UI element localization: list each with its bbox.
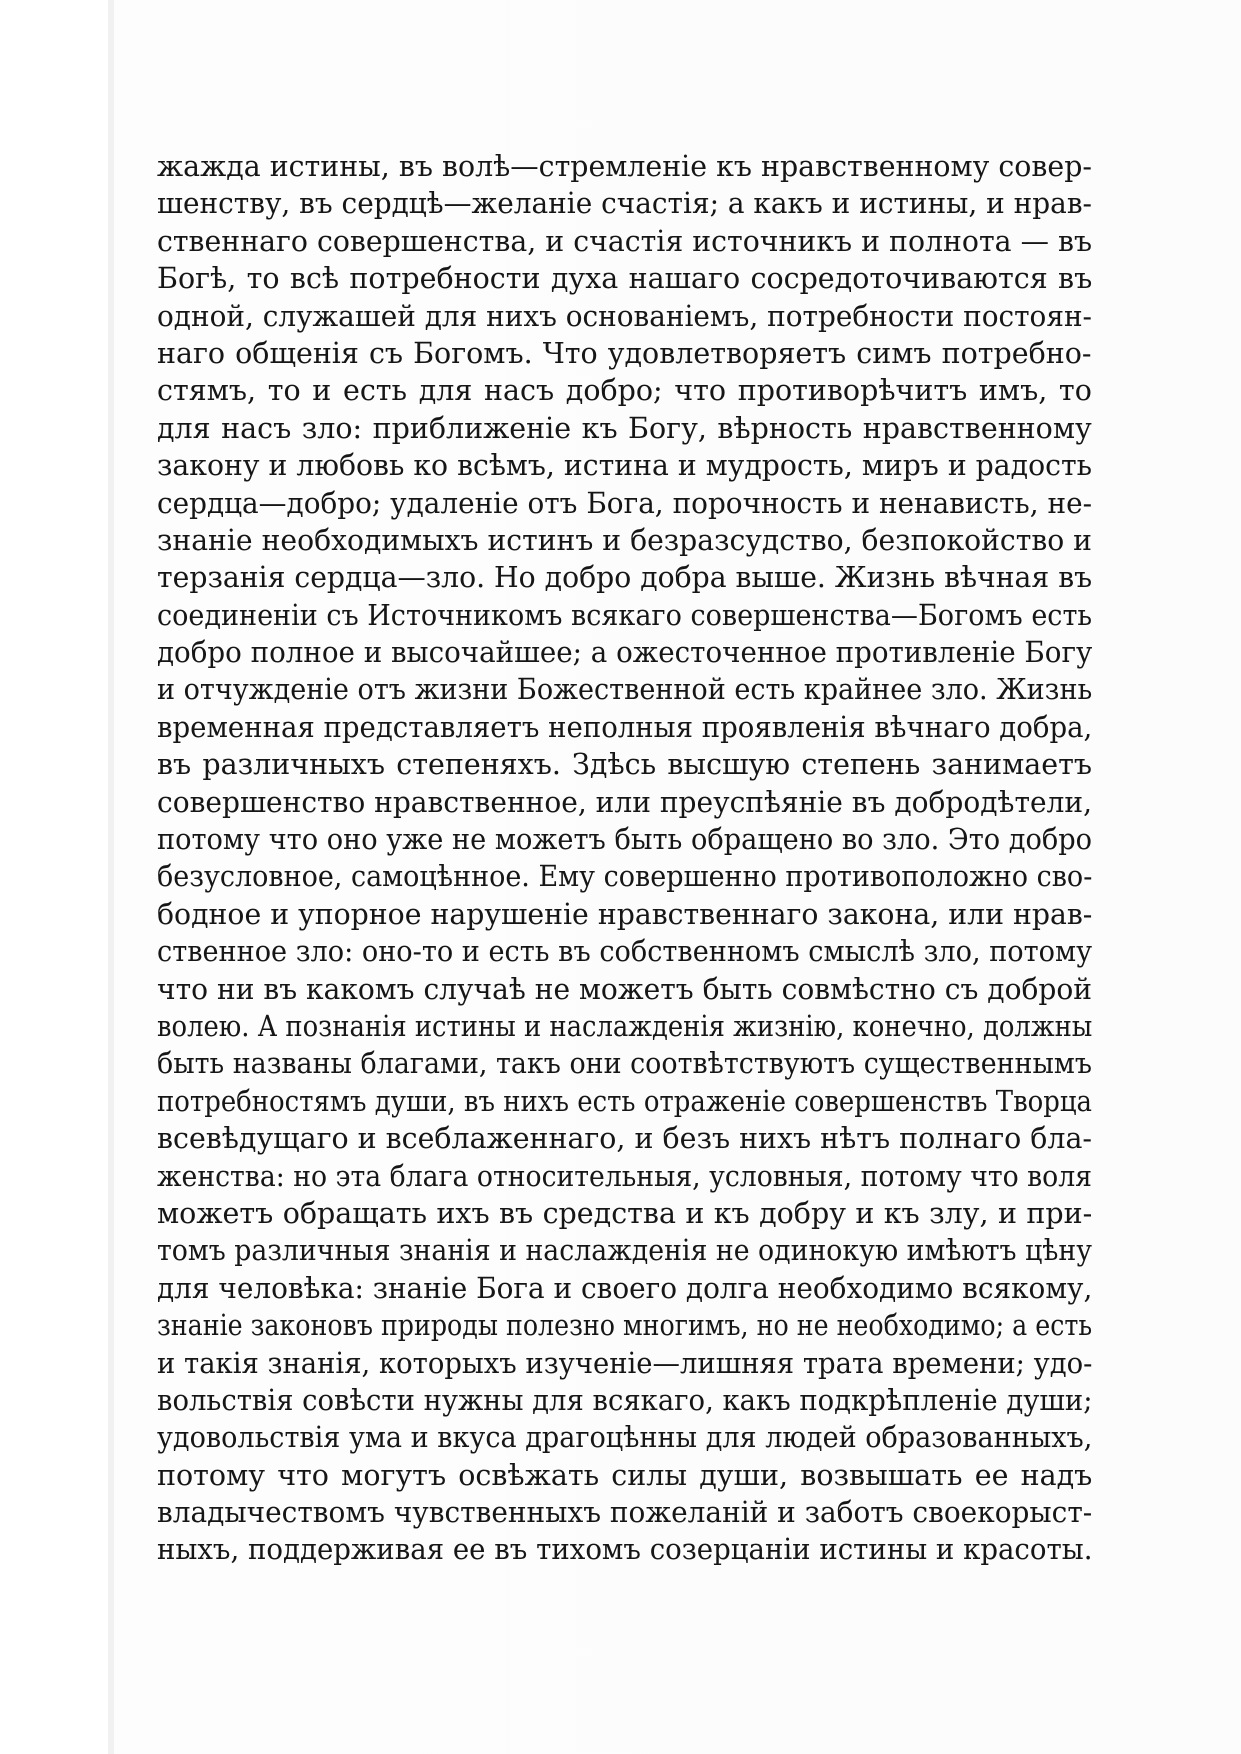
text-line: удовольствія ума и вкуса драгоцѣнны для людей образованныхъ, (157, 1421, 1093, 1455)
text-line: для насъ зло: приближеніе къ Богу, вѣрность нравственному (157, 411, 1092, 445)
text-line: знаніе необходимыхъ истинъ и безразсудство, безпокойство и (157, 523, 1092, 557)
text-line: и такія знанія, которыхъ изученіе—лишняя трата времени; удо- (157, 1346, 1093, 1380)
text-line: владычествомъ чувственныхъ пожеланій и заботъ своекорыст- (157, 1496, 1093, 1530)
text-line: добро полное и высочайшее; а ожесточенное противленіе Богу (157, 636, 1093, 670)
text-line: что ни въ какомъ случаѣ не можетъ быть совмѣстно съ доброй (157, 972, 1092, 1006)
text-line: въ различныхъ степеняхъ. Здѣсь высшую степень занимаетъ (157, 748, 1092, 782)
text-line: для человѣка: знаніе Бога и своего долга необходимо всякому, (157, 1271, 1093, 1305)
text-line: ственнаго совершенства, и счастія источникъ и полнота — въ (157, 224, 1092, 258)
text-line: волею. А познанія истины и наслажденія жизнію, конечно, должны (157, 1009, 1093, 1043)
body-text (157, 148, 1092, 1569)
text-line: Богѣ, то всѣ потребности духа нашаго сосредоточиваются въ (157, 262, 1093, 296)
scan-margin-shadow (108, 0, 114, 1754)
text-line: ственное зло: оно-то и есть въ собственномъ смыслѣ зло, потому (157, 935, 1093, 969)
text-line: одной, служашей для нихъ основаніемъ, потребности постоян- (157, 299, 1092, 333)
text-line: терзанія сердца—зло. Но добро добра выше. Жизнь вѣчная въ (157, 561, 1093, 595)
text-line: стямъ, то и есть для насъ добро; что противорѣчитъ имъ, то (157, 374, 1092, 408)
text-line: наго общенія съ Богомъ. Что удовлетворяетъ симъ потребно- (157, 336, 1092, 370)
text-line: сердца—добро; удаленіе отъ Бога, порочность и ненависть, не- (157, 486, 1092, 520)
text-line: женства: но эта блага относительныя, условныя, потому что воля (157, 1159, 1092, 1193)
text-line: потому что оно уже не можетъ быть обращено во зло. Это добро (157, 823, 1093, 857)
text-line: соединеніи съ Источникомъ всякаго совершенства—Богомъ есть (157, 598, 1093, 632)
text-line: закону и любовь ко всѣмъ, истина и мудрость, миръ и радость (157, 449, 1092, 483)
text-line: временная представляетъ неполныя проявленія вѣчнаго добра, (157, 710, 1093, 744)
text-line: шенству, въ сердцѣ—желаніе счастія; а какъ и истины, и нрав- (157, 187, 1092, 221)
text-line: безусловное, самоцѣнное. Ему совершенно противоположно сво- (157, 860, 1093, 894)
text-line: томъ различныя знанія и наслажденія не одинокую имѣютъ цѣну (157, 1234, 1092, 1268)
text-line: совершенство нравственное, или преуспѣяніе въ добродѣтели, (157, 785, 1092, 819)
text-line: вольствія совѣсти нужны для всякаго, какъ подкрѣпленіе души; (157, 1383, 1093, 1417)
text-line: жажда истины, въ волѣ—стремленіе къ нравственному совер- (157, 150, 1092, 183)
text-line: быть названы благами, такъ они соотвѣтствуютъ существеннымъ (157, 1047, 1092, 1081)
text-line: знаніе законовъ природы полезно многимъ, но не необходимо; а есть (157, 1309, 1093, 1343)
text-line: ныхъ, поддерживая ее въ тихомъ созерцаніи истины и красоты. (157, 1533, 1093, 1567)
text-line: потребностямъ души, въ нихъ есть отраженіе совершенствъ Творца (157, 1084, 1092, 1118)
text-line: потому что могутъ освѣжать силы души, возвышать ее надъ (157, 1458, 1093, 1492)
text-line: можетъ обращать ихъ въ средства и къ добру и къ злу, и при- (157, 1196, 1093, 1230)
text-line: бодное и упорное нарушеніе нравственнаго закона, или нрав- (157, 897, 1093, 931)
text-line: всевѣдущаго и всеблаженнаго, и безъ нихъ нѣтъ полнаго бла- (157, 1122, 1093, 1156)
text-line: и отчужденіе отъ жизни Божественной есть крайнее зло. Жизнь (157, 673, 1093, 707)
